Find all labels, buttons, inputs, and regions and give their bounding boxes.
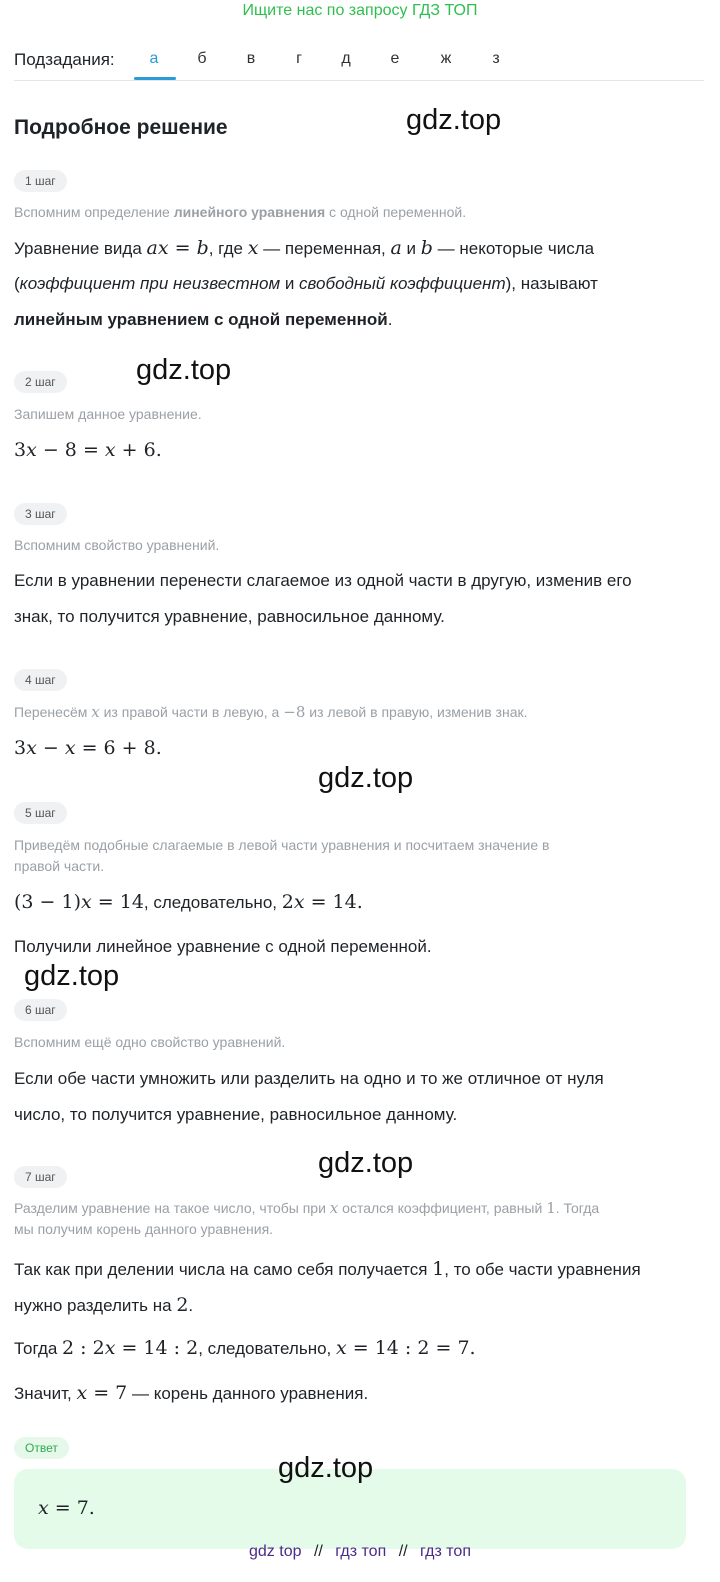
step-5-equation: (3 − 1)x = 14, следовательно, 2x = 14.: [14, 891, 363, 913]
step-2-badge: 2 шаг: [14, 371, 67, 393]
step-7-line-2: нужно разделить на 2.: [14, 1294, 194, 1316]
step-6-badge: 6 шаг: [14, 999, 67, 1021]
watermark: gdz.top: [136, 354, 232, 386]
step-6-line-2: число, то получится уравнение, равносильное данному.: [14, 1105, 458, 1124]
step-5-badge: 5 шаг: [14, 802, 67, 824]
step-5-hint: Приведём подобные слагаемые в левой части уравнения и посчитаем значение в правой части.: [14, 837, 550, 874]
step-3-hint: Вспомним свойство уравнений.: [14, 537, 220, 553]
step-2-hint: Запишем данное уравнение.: [14, 406, 202, 422]
footer-links: [0, 1543, 720, 1561]
step-7-line-4: Значит, x = 7 — корень данного уравнения.: [14, 1382, 369, 1404]
step-3-line-2: знак, то получится уравнение, равносильное данному.: [14, 607, 445, 626]
step-4-equation: 3x − x = 6 + 8.: [14, 737, 162, 759]
step-4-hint: Перенесём x из правой части в левую, а −8 из левой в правую, изменив знак.: [14, 703, 528, 721]
tab-a[interactable]: а: [149, 50, 159, 67]
footer-separator: //: [313, 1543, 323, 1560]
answer-value: x = 7.: [38, 1497, 95, 1519]
tab-e[interactable]: е: [390, 50, 400, 67]
watermark: gdz.top: [24, 960, 120, 992]
step-7-line-1: Так как при делении числа на само себя получается 1, то обе части уравнения: [14, 1258, 641, 1280]
step-1-line-3: линейным уравнением с одной переменной.: [14, 310, 393, 329]
footer-link-gdz-top[interactable]: gdz top: [249, 1543, 302, 1560]
step-3-badge: 3 шаг: [14, 503, 67, 525]
step-5-note: Получили линейное уравнение с одной переменной.: [14, 937, 432, 956]
step-6-hint: Вспомним ещё одно свойство уравнений.: [14, 1034, 286, 1050]
tab-d[interactable]: д: [341, 50, 351, 67]
answer-badge: Ответ: [14, 1437, 69, 1459]
step-1-line-1: Уравнение вида ax = b, где x — переменная, a и b — некоторые числа: [14, 237, 595, 259]
step-2-equation: 3x − 8 = x + 6.: [14, 439, 162, 461]
subtasks-bar: [14, 40, 704, 81]
step-3-line-1: Если в уравнении перенести слагаемое из одной части в другую, изменив его: [14, 571, 632, 590]
watermark: gdz.top: [318, 1147, 414, 1179]
page-title: Подробное решение: [14, 116, 228, 139]
step-7-hint: Разделим уравнение на такое число, чтобы при x остался коэффициент, равный 1. Тогда мы получим корень данного уравнения.: [14, 1199, 600, 1237]
watermark: gdz.top: [278, 1452, 374, 1484]
footer-separator: //: [398, 1543, 408, 1560]
tab-g[interactable]: г: [296, 50, 302, 67]
search-banner: Ищите нас по запросу ГДЗ ТОП: [242, 2, 478, 19]
footer-link-gdz-top-ru[interactable]: гдз топ: [335, 1543, 387, 1560]
footer-link-gdz-top-ru-2[interactable]: гдз топ: [420, 1543, 471, 1560]
step-1-hint: Вспомним определение линейного уравнения с одной переменной.: [14, 204, 467, 220]
subtasks-label: Подзадания:: [14, 50, 115, 69]
step-1-badge: 1 шаг: [14, 170, 67, 192]
step-1-line-2: (коэффициент при неизвестном и свободный коэффициент), называют: [14, 274, 598, 293]
step-7-badge: 7 шаг: [14, 1166, 67, 1188]
active-tab-indicator: [134, 77, 176, 80]
step-4-badge: 4 шаг: [14, 669, 67, 691]
tab-zh[interactable]: ж: [440, 50, 452, 67]
watermark: gdz.top: [406, 104, 502, 136]
tab-b[interactable]: б: [197, 50, 207, 67]
step-6-line-1: Если обе части умножить или разделить на одно и то же отличное от нуля: [14, 1069, 604, 1088]
watermark: gdz.top: [318, 762, 414, 794]
tab-z[interactable]: з: [492, 50, 500, 67]
tab-v[interactable]: в: [246, 50, 256, 67]
step-7-line-3: Тогда 2 : 2x = 14 : 2, следовательно, x = 14 : 2 = 7.: [14, 1337, 476, 1359]
